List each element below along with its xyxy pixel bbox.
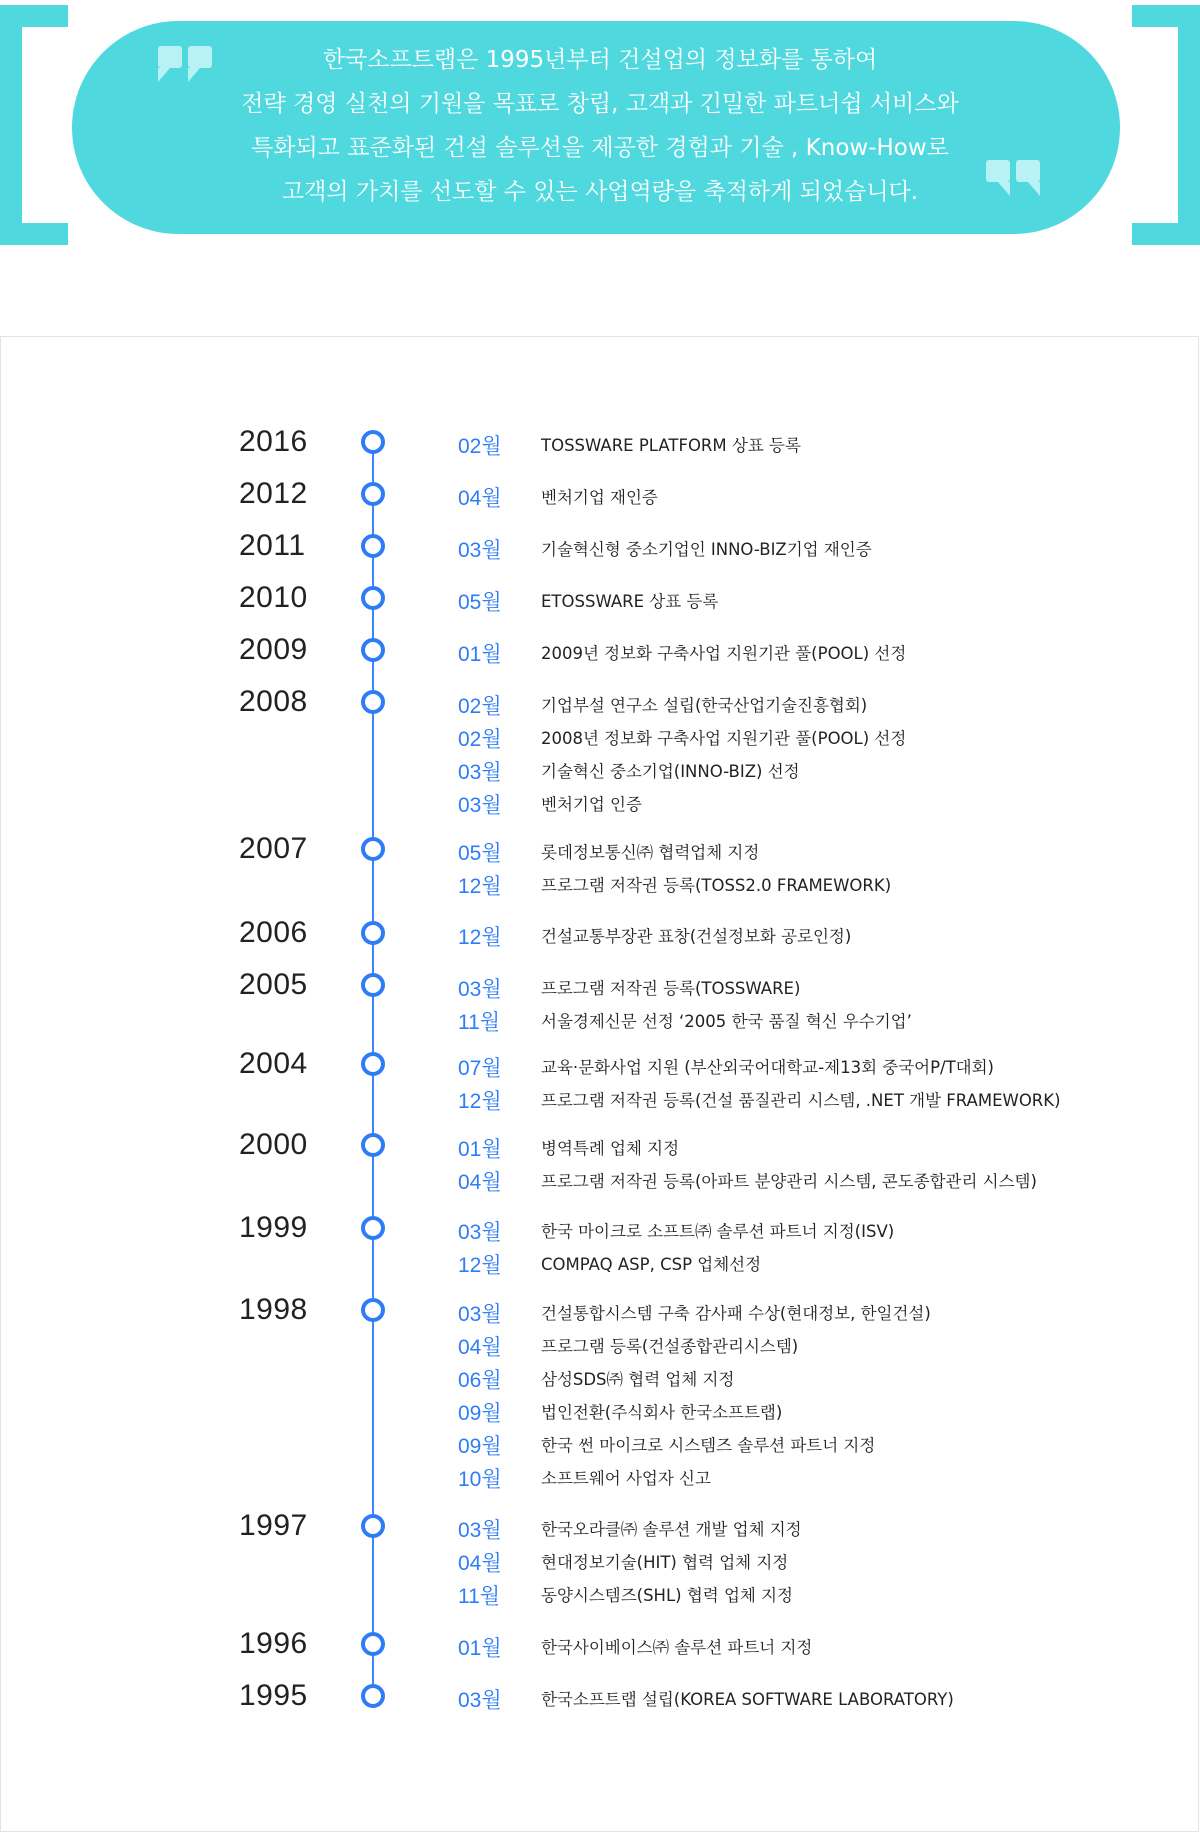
history-description: 삼성SDS㈜ 협력 업체 지정 <box>541 1370 735 1389</box>
history-entry <box>0 723 1200 756</box>
history-description: 벤처기업 인증 <box>541 795 642 814</box>
history-entry <box>0 690 1200 723</box>
history-description: 건설통합시스템 구축 감사패 수상(현대정보, 한일건설) <box>541 1304 931 1323</box>
history-entry <box>0 1397 1200 1430</box>
history-month: 03월 <box>458 794 502 817</box>
quote-line: 고객의 가치를 선도할 수 있는 사업역량을 축적하게 되었습니다. <box>281 179 919 205</box>
history-description: 소프트웨어 사업자 신고 <box>541 1469 711 1488</box>
history-description: 프로그램 저작권 등록(건설 품질관리 시스템, .NET 개발 FRAMEWORK) <box>541 1091 1061 1110</box>
history-entry <box>0 430 1200 463</box>
history-month: 10월 <box>458 1468 502 1491</box>
history-description: 기술혁신 중소기업(INNO-BIZ) 선정 <box>541 762 800 781</box>
history-month: 12월 <box>458 875 502 898</box>
history-entry <box>0 1249 1200 1282</box>
history-month: 12월 <box>458 926 502 949</box>
quote-line: 전략 경영 실천의 기원을 목표로 창립, 고객과 긴밀한 파트너쉽 서비스와 <box>241 91 959 117</box>
history-year: 2004 <box>239 1047 308 1080</box>
history-description: 서울경제신문 선정 ‘2005 한국 품질 혁신 우수기업’ <box>541 1012 912 1031</box>
history-month: 03월 <box>458 761 502 784</box>
history-description: 프로그램 등록(건설종합관리시스템) <box>541 1337 799 1356</box>
history-month: 01월 <box>458 1637 502 1660</box>
quote-line: 특화되고 표준화된 건설 솔루션을 제공한 경험과 기술 , Know-How로 <box>251 135 949 161</box>
history-month: 05월 <box>458 842 502 865</box>
history-description: ETOSSWARE 상표 등록 <box>541 592 719 611</box>
history-month: 03월 <box>458 978 502 1001</box>
history-entry <box>0 1216 1200 1249</box>
history-description: 벤처기업 재인증 <box>541 488 658 507</box>
history-month: 09월 <box>458 1435 502 1458</box>
history-year: 1996 <box>239 1627 308 1660</box>
intro-quote-banner <box>0 0 1200 250</box>
history-month: 03월 <box>458 539 502 562</box>
history-entry <box>0 534 1200 567</box>
history-description: 한국 마이크로 소프트㈜ 솔루션 파트너 지정(ISV) <box>541 1222 895 1241</box>
history-description: 한국오라클㈜ 솔루션 개발 업체 지정 <box>541 1520 802 1539</box>
history-description: 법인전환(주식회사 한국소프트랩) <box>541 1403 783 1422</box>
history-month: 07월 <box>458 1057 502 1080</box>
history-description: 2009년 정보화 구축사업 지원기관 풀(POOL) 선정 <box>541 644 907 663</box>
history-description: 롯데정보통신㈜ 협력업체 지정 <box>541 843 760 862</box>
history-entry <box>0 1085 1200 1118</box>
history-month: 03월 <box>458 1689 502 1712</box>
history-description: 기업부설 연구소 설립(한국산업기술진흥협회) <box>541 696 868 715</box>
history-month: 06월 <box>458 1369 502 1392</box>
quote-line: 한국소프트랩은 1995년부터 건설업의 정보화를 통하여 <box>322 47 878 73</box>
history-month: 04월 <box>458 1171 502 1194</box>
history-entry <box>0 921 1200 954</box>
history-entry <box>0 1052 1200 1085</box>
history-entry <box>0 1133 1200 1166</box>
history-year: 1995 <box>239 1679 308 1712</box>
history-entry <box>0 1298 1200 1331</box>
history-year: 1998 <box>239 1293 308 1326</box>
history-month: 11월 <box>458 1585 501 1608</box>
history-entry <box>0 973 1200 1006</box>
history-month: 02월 <box>458 695 502 718</box>
history-year: 2005 <box>239 968 308 1001</box>
history-entry <box>0 586 1200 619</box>
history-month: 12월 <box>458 1090 502 1113</box>
history-month: 05월 <box>458 591 502 614</box>
history-month: 03월 <box>458 1221 502 1244</box>
history-description: COMPAQ ASP, CSP 업체선정 <box>541 1255 762 1274</box>
history-year: 2000 <box>239 1128 308 1161</box>
history-entry <box>0 1166 1200 1199</box>
history-month: 04월 <box>458 487 502 510</box>
right-bracket-decoration <box>1132 5 1200 245</box>
history-description: 프로그램 저작권 등록(TOSS2.0 FRAMEWORK) <box>541 876 892 895</box>
history-description: 한국소프트랩 설립(KOREA SOFTWARE LABORATORY) <box>541 1690 954 1709</box>
history-month: 01월 <box>458 643 502 666</box>
history-description: 건설교통부장관 표창(건설정보화 공로인정) <box>541 927 852 946</box>
history-description: 프로그램 저작권 등록(아파트 분양관리 시스템, 콘도종합관리 시스템) <box>541 1172 1037 1191</box>
history-entry <box>0 789 1200 822</box>
history-month: 12월 <box>458 1254 502 1277</box>
history-year: 2009 <box>239 633 308 666</box>
left-bracket-decoration <box>0 5 68 245</box>
history-entry <box>0 482 1200 515</box>
intro-quote-text <box>140 38 1060 214</box>
history-entry <box>0 756 1200 789</box>
history-month: 03월 <box>458 1303 502 1326</box>
history-entry <box>0 1632 1200 1665</box>
history-year: 2011 <box>239 529 306 562</box>
history-description: 현대정보기술(HIT) 협력 업체 지정 <box>541 1553 789 1572</box>
history-year: 2008 <box>239 685 308 718</box>
history-year: 2016 <box>239 425 308 458</box>
history-year: 2006 <box>239 916 308 949</box>
history-description: 병역특례 업체 지정 <box>541 1139 680 1158</box>
history-year: 2010 <box>239 581 308 614</box>
history-entry <box>0 1684 1200 1717</box>
history-description: 교육·문화사업 지원 (부산외국어대학교-제13회 중국어P/T대회) <box>541 1058 994 1077</box>
history-entry <box>0 1331 1200 1364</box>
history-entry <box>0 870 1200 903</box>
history-description: 프로그램 저작권 등록(TOSSWARE) <box>541 979 801 998</box>
history-month: 11월 <box>458 1011 501 1034</box>
history-year: 2007 <box>239 832 308 865</box>
history-entry <box>0 1547 1200 1580</box>
history-entry <box>0 1006 1200 1039</box>
history-entry <box>0 1514 1200 1547</box>
history-month: 02월 <box>458 728 502 751</box>
history-entry <box>0 1580 1200 1613</box>
history-year: 1999 <box>239 1211 308 1244</box>
history-description: 한국사이베이스㈜ 솔루션 파트너 지정 <box>541 1638 813 1657</box>
history-year: 1997 <box>239 1509 308 1542</box>
history-entry <box>0 1463 1200 1496</box>
history-description: 기술혁신형 중소기업인 INNO-BIZ기업 재인증 <box>541 540 872 559</box>
history-description: 동양시스템즈(SHL) 협력 업체 지정 <box>541 1586 793 1605</box>
history-year: 2012 <box>239 477 308 510</box>
history-month: 04월 <box>458 1336 502 1359</box>
history-month: 01월 <box>458 1138 502 1161</box>
history-month: 02월 <box>458 435 502 458</box>
history-month: 03월 <box>458 1519 502 1542</box>
history-entry <box>0 638 1200 671</box>
history-entry <box>0 1430 1200 1463</box>
history-month: 04월 <box>458 1552 502 1575</box>
history-month: 09월 <box>458 1402 502 1425</box>
history-description: 한국 썬 마이크로 시스템즈 솔루션 파트너 지정 <box>541 1436 876 1455</box>
history-description: 2008년 정보화 구축사업 지원기관 풀(POOL) 선정 <box>541 729 907 748</box>
history-entry <box>0 1364 1200 1397</box>
history-entry <box>0 837 1200 870</box>
history-description: TOSSWARE PLATFORM 상표 등록 <box>541 436 801 455</box>
